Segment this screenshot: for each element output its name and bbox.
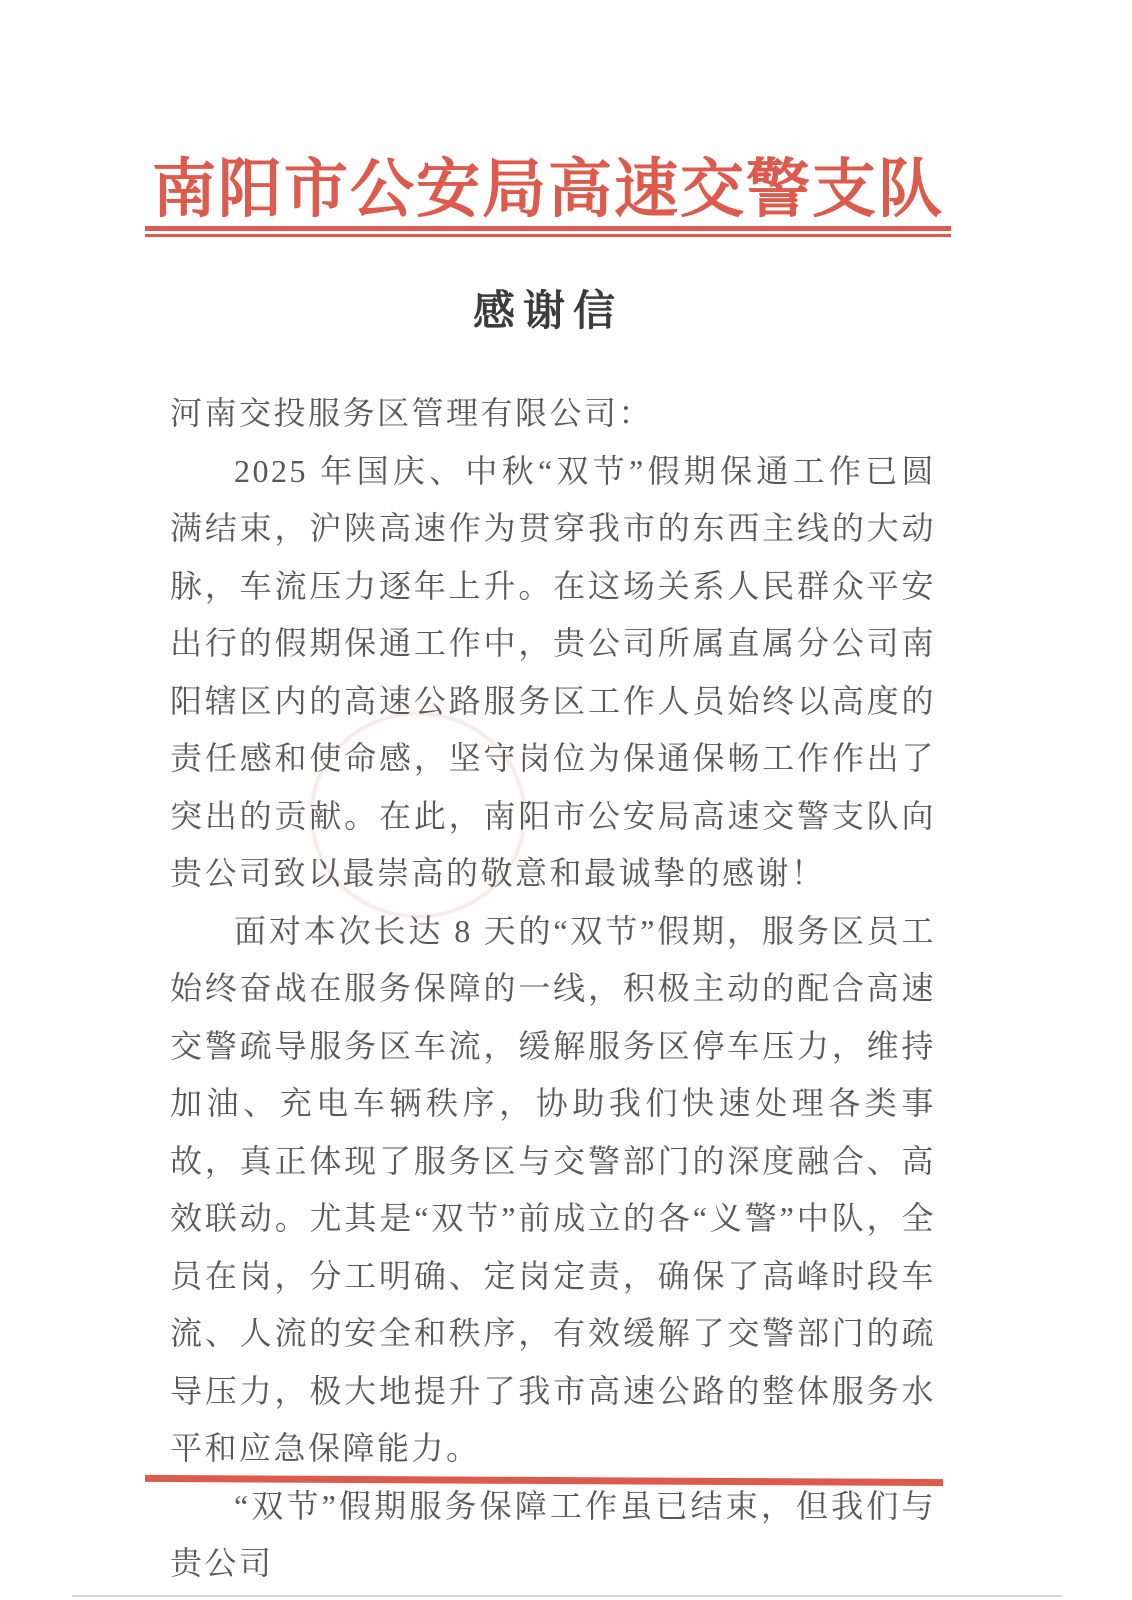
salutation: 河南交投服务区管理有限公司： (170, 395, 654, 431)
document-title: 感谢信 (472, 289, 623, 335)
scan-edge-shadow (72, 1595, 1062, 1597)
letterhead-divider-thick (145, 226, 951, 231)
letterhead-title: 南阳市公安局高速交警支队 (152, 154, 944, 225)
letterhead-divider-thin (145, 234, 951, 237)
paragraph-2: 面对本次长达 8 天的“双节”假期，服务区员工始终奋战在服务保障的一线，积极主动的配合高速交警疏导服务区车流，缓解服务区停车压力，维持加油、充电车辆秩序，协助我们快速处理各类事故，真正体现了服务区与交警部门的深度融合、高效联动。尤其是“双节”前成立的各“义警”中队，全员在岗，分工明确、定岗定责，确保了高峰时段车流、人流的安全和秩序，有效缓解了交警部门的疏导压力，极大地提升了我市高速公路的整体服务水平和应急保障能力。 (170, 912, 936, 1466)
paragraph-1: 2025 年国庆、中秋“双节”假期保通工作已圆满结束，沪陕高速作为贯穿我市的东西主线的大动脉，车流压力逐年上升。在这场关系人民群众平安出行的假期保通工作中，贵公司所属直属分公司南阳辖区内的高速公路服务区工作人员始终以高度的责任感和使命感，坚守岗位为保通保畅工作作出了突出的贡献。在此，南阳市公安局高速交警支队向贵公司致以最崇高的敬意和最诚挚的感谢！ (170, 452, 936, 891)
letter-body (170, 385, 936, 1593)
paragraph-3: “双节”假期服务保障工作虽已结束，但我们与贵公司 (170, 1487, 936, 1581)
